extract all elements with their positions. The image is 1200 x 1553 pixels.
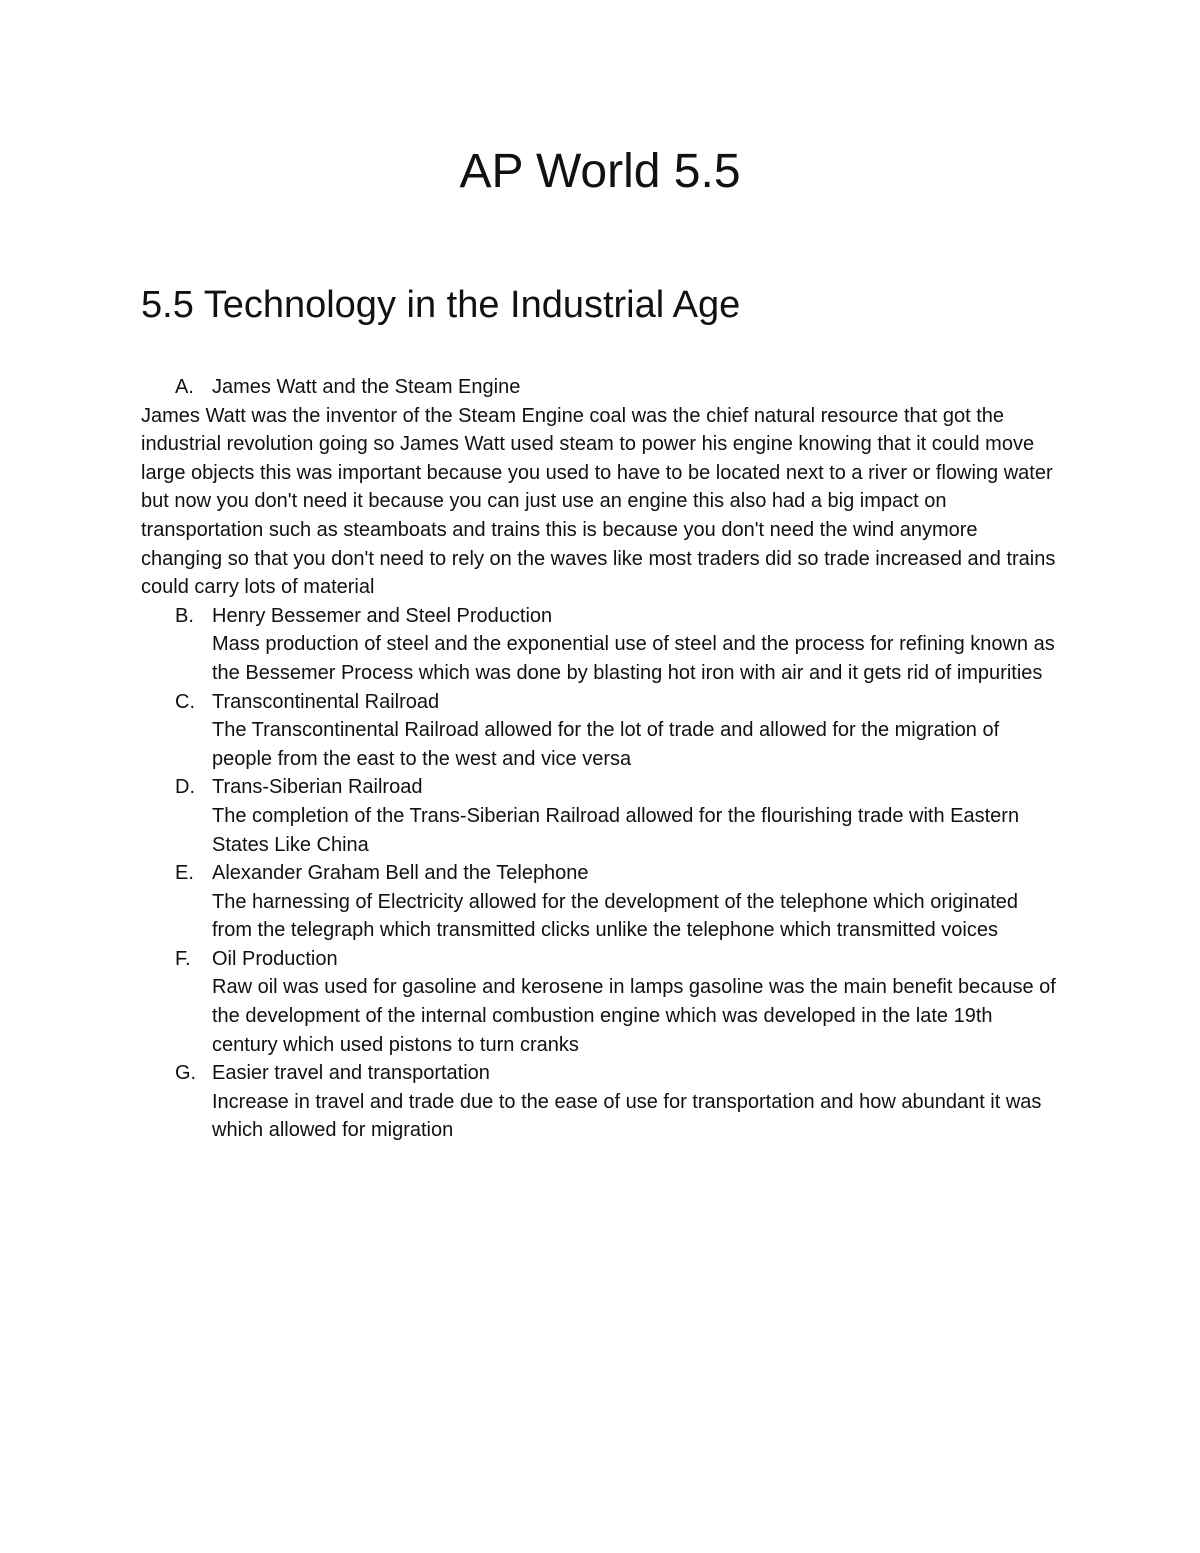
list-item-title: Alexander Graham Bell and the Telephone bbox=[212, 862, 589, 885]
list-item-title: Easier travel and transportation bbox=[212, 1062, 490, 1085]
list-marker: A. bbox=[175, 376, 194, 398]
list-item-body: James Watt was the inventor of the Steam Engine coal was the chief natural resource that got the industrial revolution going so James Watt used steam to power his engine knowing that it could move large objects this was important because you used to have to be located next to a river or flowing water but now you don't need it because you can just use an engine this also had a big impact on transportation such as steamboats and trains this is because you don't need the wind anymore changing so that you don't need to rely on the waves like most traders did so trade increased and trains could carry lots of material bbox=[141, 404, 1056, 599]
list-item-d bbox=[141, 773, 1061, 859]
list-marker: D. bbox=[175, 776, 195, 799]
list-marker: F. bbox=[175, 947, 191, 970]
document-title: AP World 5.5 bbox=[459, 145, 741, 198]
list-item-e bbox=[141, 859, 1061, 945]
list-marker: G. bbox=[175, 1062, 197, 1085]
list-item-f bbox=[141, 945, 1061, 1059]
list-item-body: Increase in travel and trade due to the ease of use for transportation and how abundant it was which allowed for migration bbox=[212, 1090, 1042, 1142]
list-item-a bbox=[141, 373, 1061, 402]
list-item-body: The harnessing of Electricity allowed for the development of the telephone which originated from the telegraph which transmitted clicks unlike the telephone which transmitted voices bbox=[212, 890, 1019, 942]
document-content bbox=[141, 373, 1061, 1145]
list-marker: C. bbox=[175, 690, 195, 713]
list-marker: E. bbox=[175, 862, 194, 885]
list-item-title: James Watt and the Steam Engine bbox=[212, 376, 521, 398]
section-heading: 5.5 Technology in the Industrial Age bbox=[141, 284, 741, 326]
list-item-title: Transcontinental Railroad bbox=[212, 690, 440, 713]
list-item-body: The Transcontinental Railroad allowed for the lot of trade and allowed for the migration of people from the east to the west and vice versa bbox=[212, 719, 1000, 770]
list-item-body: The completion of the Trans-Siberian Railroad allowed for the flourishing trade with Eastern States Like China bbox=[212, 804, 1020, 856]
list-item-body: Raw oil was used for gasoline and kerosene in lamps gasoline was the main benefit because of the development of the internal combustion engine which was developed in the late 19th century which used pistons to turn cranks bbox=[212, 976, 1056, 1056]
list-item-c bbox=[141, 688, 1061, 774]
list-item-title: Oil Production bbox=[212, 947, 338, 970]
list-item-body: Mass production of steel and the exponential use of steel and the process for refining known as the Bessemer Process which was done by blasting hot iron with air and it gets rid of impurities bbox=[212, 633, 1055, 684]
list-item-g bbox=[141, 1059, 1061, 1145]
list-marker: B. bbox=[175, 604, 194, 627]
list-item-b bbox=[141, 602, 1061, 688]
list-item-title: Henry Bessemer and Steel Production bbox=[212, 604, 553, 627]
list-item-title: Trans-Siberian Railroad bbox=[212, 776, 423, 799]
